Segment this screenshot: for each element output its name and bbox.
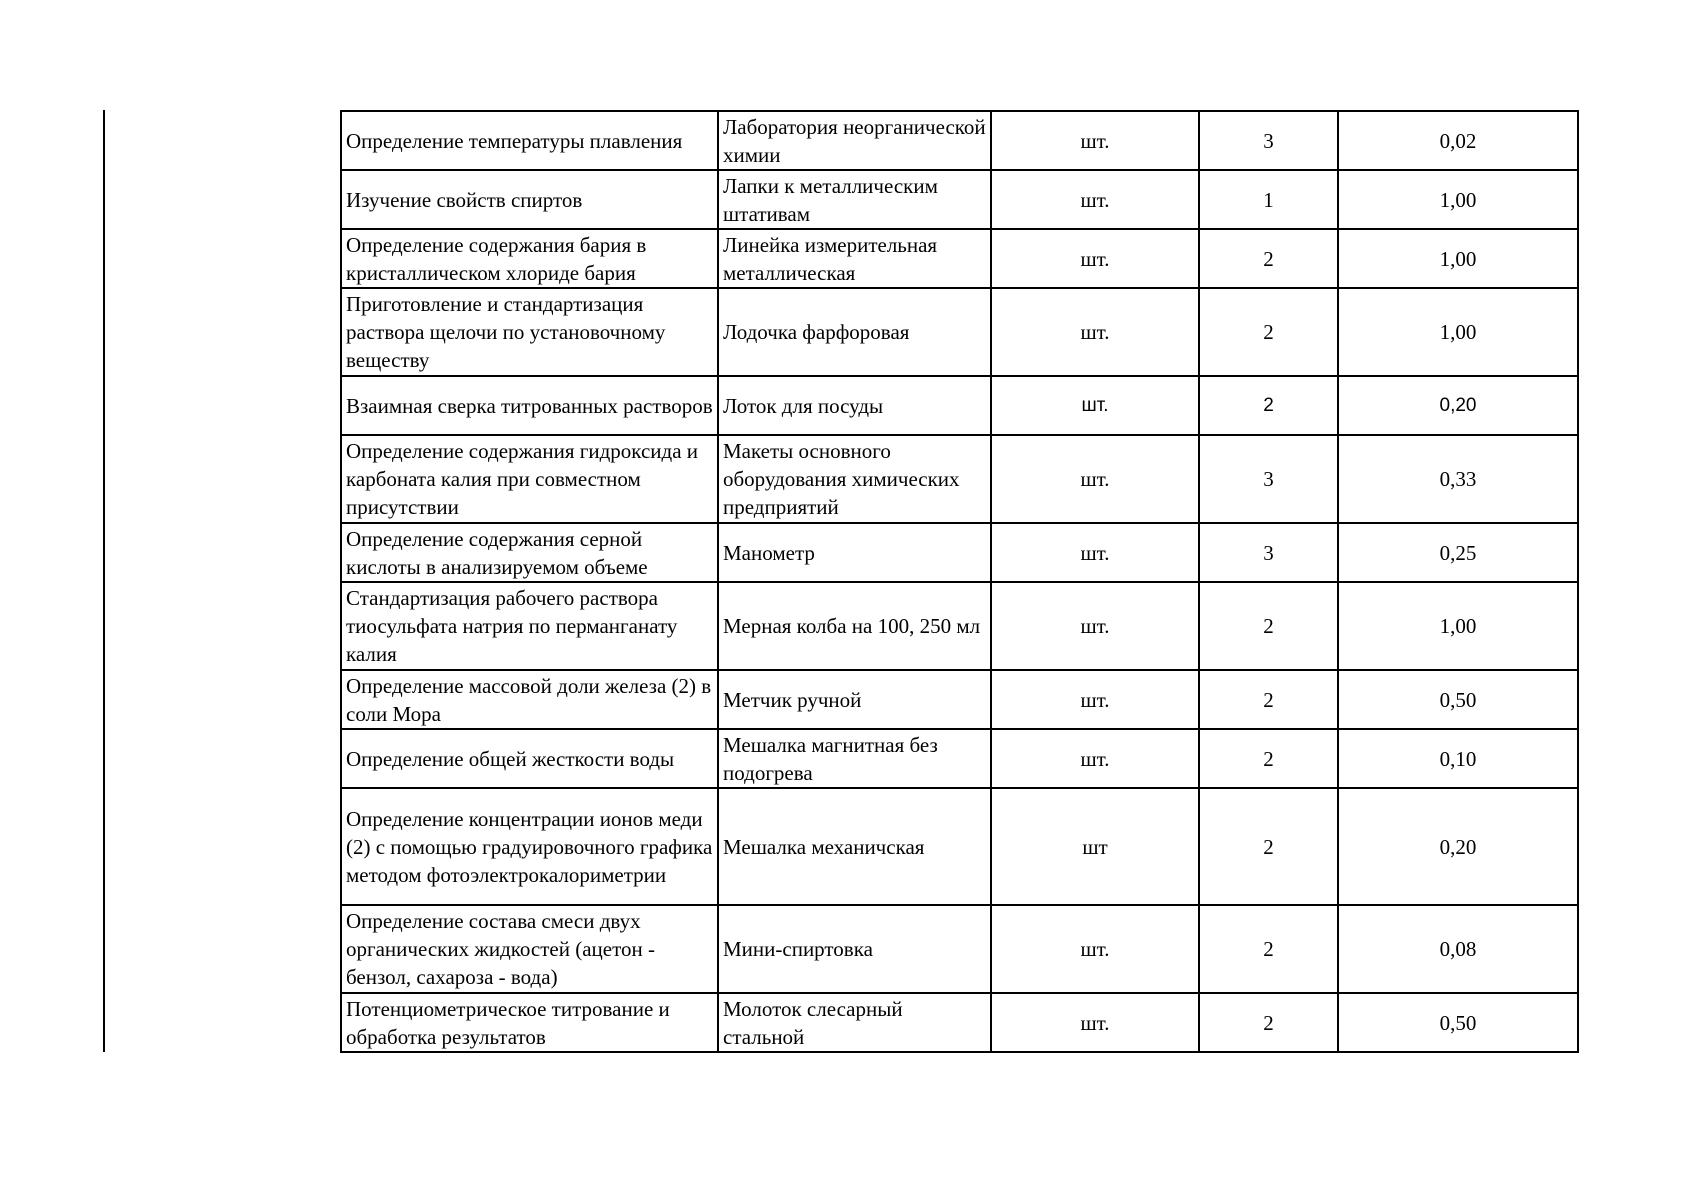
- value-cell: 0,20: [1338, 788, 1578, 905]
- value-cell: 1,00: [1338, 229, 1578, 288]
- unit-cell: шт.: [991, 670, 1199, 729]
- value-cell: 1,00: [1338, 582, 1578, 670]
- work-cell: Определение содержания серной кислоты в анализируемом объеме: [341, 523, 718, 582]
- quantity-cell: 2: [1199, 788, 1338, 905]
- quantity-cell: 2: [1199, 993, 1338, 1052]
- quantity-cell: 2: [1199, 729, 1338, 788]
- equipment-cell: Лаборатория неорганической химии: [718, 111, 991, 170]
- quantity-cell: 2: [1199, 670, 1338, 729]
- table-row: [341, 170, 1578, 229]
- value-cell: 0,50: [1338, 670, 1578, 729]
- quantity-cell: 2: [1199, 376, 1338, 435]
- quantity-cell: 3: [1199, 435, 1338, 523]
- table-row: [341, 288, 1578, 376]
- table-row: [341, 435, 1578, 523]
- unit-cell: шт: [991, 788, 1199, 905]
- quantity-cell: 2: [1199, 229, 1338, 288]
- unit-cell: шт.: [991, 729, 1199, 788]
- value-cell: 0,20: [1338, 376, 1578, 435]
- equipment-cell: Метчик ручной: [718, 670, 991, 729]
- work-cell: Приготовление и стандартизация раствора щелочи по установочному веществу: [341, 288, 718, 376]
- equipment-cell: Лоток для посуды: [718, 376, 991, 435]
- unit-cell: шт.: [991, 229, 1199, 288]
- quantity-cell: 2: [1199, 288, 1338, 376]
- unit-cell: шт.: [991, 582, 1199, 670]
- quantity-cell: 1: [1199, 170, 1338, 229]
- table-row: [341, 993, 1578, 1052]
- table-row: [341, 582, 1578, 670]
- value-cell: 0,08: [1338, 905, 1578, 993]
- value-cell: 0,10: [1338, 729, 1578, 788]
- work-cell: Определение состава смеси двух органических жидкостей (ацетон - бензол, сахароза - вода): [341, 905, 718, 993]
- unit-cell: шт.: [991, 111, 1199, 170]
- value-cell: 0,50: [1338, 993, 1578, 1052]
- work-cell: Потенциометрическое титрование и обработка результатов: [341, 993, 718, 1052]
- quantity-cell: 2: [1199, 582, 1338, 670]
- equipment-cell: Молоток слесарный стальной: [718, 993, 991, 1052]
- work-cell: Стандартизация рабочего раствора тиосульфата натрия по перманганату калия: [341, 582, 718, 670]
- unit-cell: шт.: [991, 523, 1199, 582]
- table-row: [341, 788, 1578, 905]
- value-cell: 1,00: [1338, 170, 1578, 229]
- equipment-cell: Мешалка магнитная без подогрева: [718, 729, 991, 788]
- value-cell: 0,02: [1338, 111, 1578, 170]
- value-cell: 0,33: [1338, 435, 1578, 523]
- table-row: [341, 229, 1578, 288]
- work-cell: Взаимная сверка титрованных растворов: [341, 376, 718, 435]
- work-cell: Определение содержания бария в кристаллическом хлориде бария: [341, 229, 718, 288]
- equipment-cell: Лодочка фарфоровая: [718, 288, 991, 376]
- unit-cell: шт.: [991, 993, 1199, 1052]
- table-row: [341, 905, 1578, 993]
- value-cell: 0,25: [1338, 523, 1578, 582]
- work-cell: Определение содержания гидроксида и карбоната калия при совместном присутствии: [341, 435, 718, 523]
- equipment-cell: Лапки к металлическим штативам: [718, 170, 991, 229]
- equipment-cell: Манометр: [718, 523, 991, 582]
- work-cell: Определение массовой доли железа (2) в соли Мора: [341, 670, 718, 729]
- equipment-cell: Мешалка механичская: [718, 788, 991, 905]
- table-row: [341, 670, 1578, 729]
- unit-cell: шт.: [991, 905, 1199, 993]
- work-cell: Определение температуры плавления: [341, 111, 718, 170]
- unit-cell: шт.: [991, 170, 1199, 229]
- unit-cell: шт.: [991, 376, 1199, 435]
- value-cell: 1,00: [1338, 288, 1578, 376]
- quantity-cell: 3: [1199, 111, 1338, 170]
- quantity-cell: 2: [1199, 905, 1338, 993]
- work-cell: Определение концентрации ионов меди (2) с помощью градуировочного графика методом фотоэлектрокалориметрии: [341, 788, 718, 905]
- unit-cell: шт.: [991, 288, 1199, 376]
- table-row: [341, 376, 1578, 435]
- table-row: [341, 523, 1578, 582]
- work-cell: Изучение свойств спиртов: [341, 170, 718, 229]
- table-row: [341, 111, 1578, 170]
- table-row: [341, 729, 1578, 788]
- equipment-cell: Макеты основного оборудования химических предприятий: [718, 435, 991, 523]
- equipment-cell: Мерная колба на 100, 250 мл: [718, 582, 991, 670]
- equipment-cell: Мини-спиртовка: [718, 905, 991, 993]
- quantity-cell: 3: [1199, 523, 1338, 582]
- left-margin-line: [103, 110, 105, 1052]
- equipment-cell: Линейка измерительная металлическая: [718, 229, 991, 288]
- equipment-table: [340, 110, 1579, 1053]
- unit-cell: шт.: [991, 435, 1199, 523]
- work-cell: Определение общей жесткости воды: [341, 729, 718, 788]
